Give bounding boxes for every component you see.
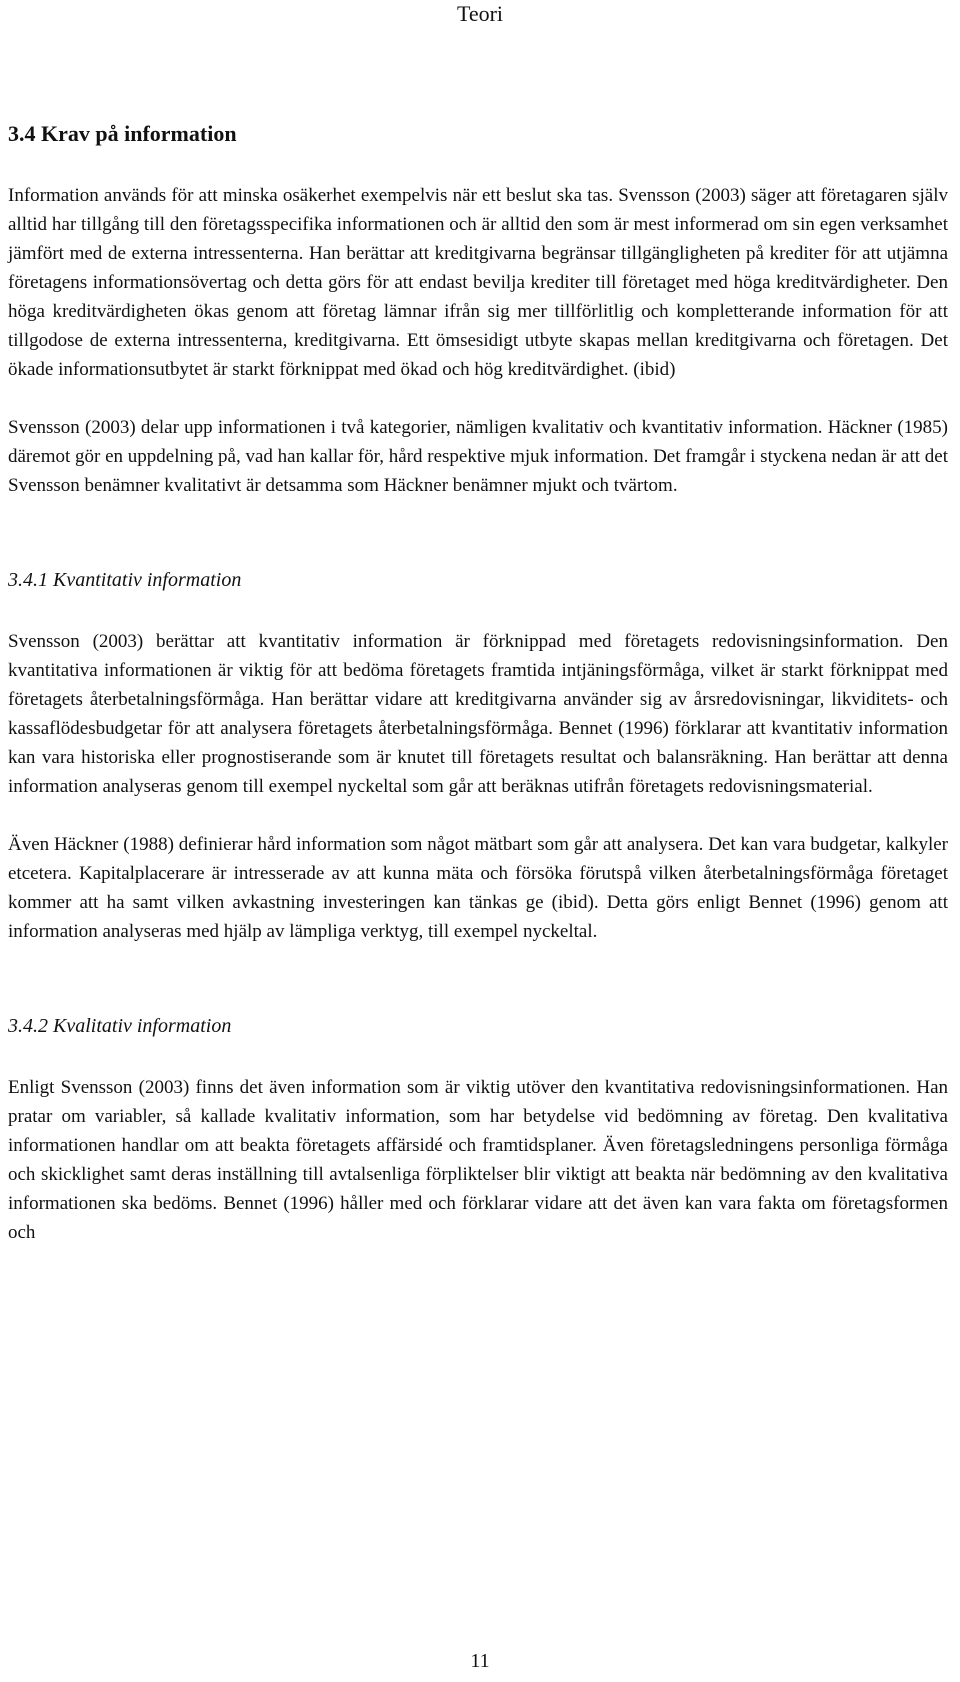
section-paragraph-2: Svensson (2003) delar upp informationen i två kategorier, nämligen kvalitativ och kvantitativ information. Häckner (1985) däremot gör en uppdelning på, vad han kallar för, hård respektive mjuk information. Det framgår i styckena nedan är att det Svensson benämner kvalitativt är detsamma som Häckner benämner mjukt och tvärtom. xyxy=(8,417,948,496)
page-number: 11 xyxy=(470,1650,490,1672)
quantitative-paragraph-1: Svensson (2003) berättar att kvantitativ information är förknippad med företagets redovisningsinformation. Den kvantitativa informationen är viktig för att bedöma företagets framtida intjäningsförmåga, vilket är starkt förknippat med företagets återbetalningsförmåga. Han berättar vidare att kreditgivarna använder sig av årsredovisningar, likviditets- och kassaflödesbudgetar för att analysera företagets återbetalningsförmåga. Bennet (1996) förklarar att kvantitativ information kan vara historiska eller prognostiserande som är knutet till företagets resultat och balansräkning. Han berättar att denna information analyseras genom till exempel nyckeltal som går att beräknas utifrån företagets redovisningsmaterial. xyxy=(8,631,948,797)
document-body xyxy=(8,120,948,1276)
running-header: Teori xyxy=(456,1,504,26)
subsection-heading-qualitative: 3.4.2 Kvalitativ information xyxy=(8,1015,232,1037)
qualitative-paragraph-1: Enligt Svensson (2003) finns det även information som är viktig utöver den kvantitativa redovisningsinformationen. Han pratar om variabler, så kallade kvalitativ information, som har betydelse vid bedömning av företag. Den kvalitativa informationen handlar om att beakta företagets affärsidé och framtidsplaner. Även företagsledningens personliga förmåga och skicklighet samt deras inställning till avtalsenliga förpliktelser blir viktigt att beakta när bedömning av den kvalitativa informationen ska bedöms. Bennet (1996) håller med och förklarar vidare att det även kan vara fakta om företagsformen och xyxy=(8,1077,948,1243)
section-heading: 3.4 Krav på information xyxy=(8,121,237,146)
section-paragraph-1: Information används för att minska osäkerhet exempelvis när ett beslut ska tas. Svensson (2003) säger att företagaren själv alltid har tillgång till den företagsspecifika informationen och är alltid den som är mest informerad om sin egen verksamhet jämfört med de externa intressenterna. Han berättar att kreditgivarna begränsar tillgängligheten på krediter för att utjämna företagens informationsövertag och detta görs för att endast bevilja krediter till företaget med höga kreditvärdigheter. Den höga kreditvärdigheten ökas genom att företag lämnar ifrån sig mer tillförlitlig och kompletterande information för att tillgodose de externa intressenterna, kreditgivarna. Ett ömsesidigt utbyte skapas mellan kreditgivarna och företagen. Det ökade informationsutbytet är starkt förknippat med ökad och hög kreditvärdighet. (ibid) xyxy=(8,185,948,380)
subsection-heading-quantitative: 3.4.1 Kvantitativ information xyxy=(8,569,242,591)
quantitative-paragraph-2: Även Häckner (1988) definierar hård information som något mätbart som går att analysera. Det kan vara budgetar, kalkyler etcetera. Kapitalplacerare är intresserade av att kunna mäta och försöka förutspå vilken återbetalningsförmåga företaget kommer att ha samt vilken avkastning investeringen kan tänkas ge (ibid). Detta görs enligt Bennet (1996) genom att information analyseras med hjälp av lämpliga verktyg, till exempel nyckeltal. xyxy=(8,834,948,942)
